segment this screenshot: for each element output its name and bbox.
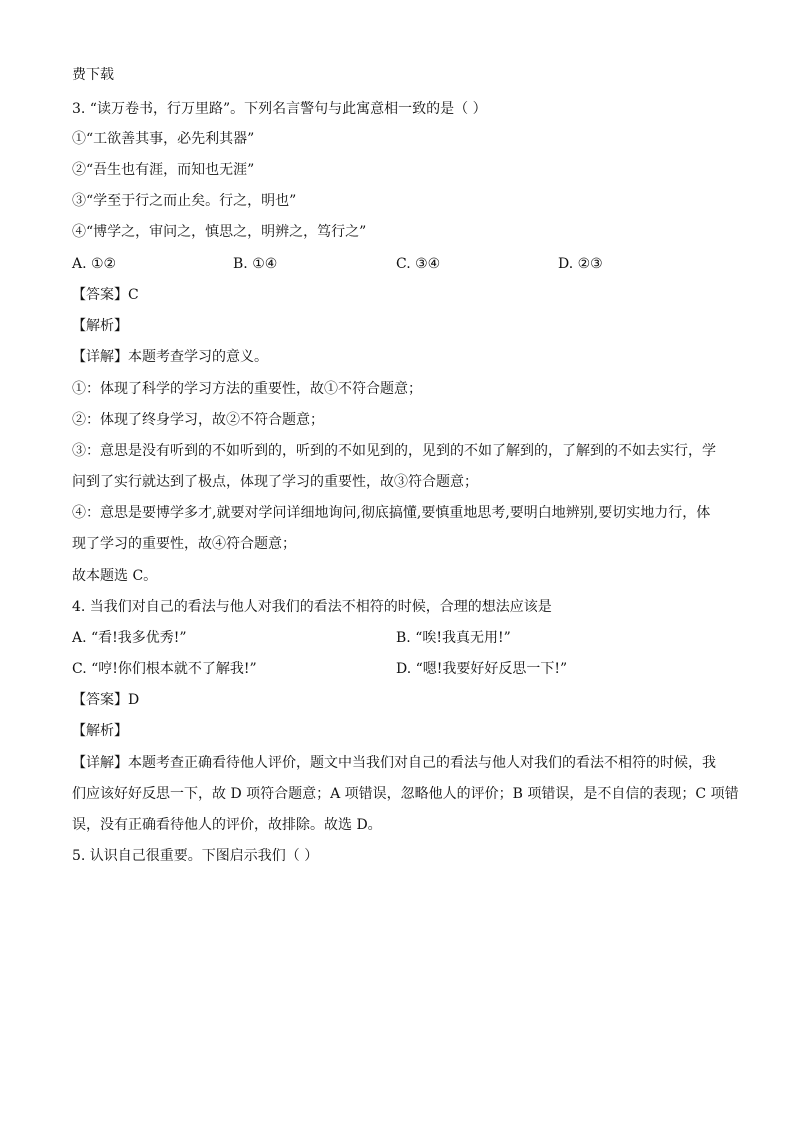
q3-item-2: ②“吾生也有涯，而知也无涯” [72,162,255,178]
q3-option-c: C. ③④ [396,256,441,272]
q4-option-b: B. “唉!我真无用!” [396,630,511,646]
q4-detail-3: 误，没有正确看待他人的评价，故排除。故选 D。 [72,817,382,833]
q3-answer [72,286,732,304]
q3-explanation-5: ④：意思是要博学多才,就要对学问详细地询问,彻底搞懂,要慎重地思考,要明白地辨别,要切实地力行，体 [72,505,711,521]
q3-answer-value: C [128,287,139,303]
q4-detail-2: 们应该好好反思一下，故 D 项符合题意；A 项错误，忽略他人的评价；B 项错误，是不自信的表现；C 项错 [72,786,739,802]
q5-stem: 5. 认识自己很重要。下图启示我们（ ） [72,848,319,864]
q3-option-b: B. ①④ [233,256,278,272]
q3-item-3: ③“学至于行之而止矣。行之，明也” [72,193,297,209]
header-fragment: 费下载 [72,67,114,83]
q4-option-a: A. “看!我多优秀!” [72,630,187,646]
q3-stem: 3. “读万卷书，行万里路”。下列名言警句与此寓意相一致的是（ ） [72,101,487,117]
q4-analysis-label: 【解析】 [72,723,128,739]
q4-answer-label: 【答案】 [72,692,128,708]
q3-item-1: ①“工欲善其事，必先利其器” [72,131,255,147]
q3-option-d: D. ②③ [558,256,603,272]
q3-conclusion: 故本题选 C。 [72,568,158,584]
q3-item-4: ④“博学之，审问之，慎思之，明辨之，笃行之” [72,224,367,240]
q3-explanation-3: ③：意思是没有听到的不如听到的，听到的不如见到的，见到的不如了解到的，了解到的不如去实行，学 [72,443,716,459]
q4-answer-value: D [128,692,140,708]
q4-stem: 4. 当我们对自己的看法与他人对我们的看法不相符的时候，合理的想法应该是 [72,599,552,615]
q3-answer-label: 【答案】 [72,287,128,303]
q4-answer [72,691,732,709]
q4-option-c: C. “哼!你们根本就不了解我!” [72,661,257,677]
q3-option-a: A. ①② [72,256,117,272]
q3-explanation-4: 问到了实行就达到了极点，体现了学习的重要性，故③符合题意； [72,474,478,490]
q3-explanation-6: 现了学习的重要性，故④符合题意； [72,536,296,552]
q3-explanation-2: ②：体现了终身学习，故②不符合题意； [72,412,324,428]
q3-explanation-1: ①：体现了科学的学习方法的重要性，故①不符合题意； [72,381,422,397]
q4-option-d: D. “嗯!我要好好反思一下!” [396,661,568,677]
q3-detail: 【详解】本题考查学习的意义。 [72,349,268,365]
q4-detail-1: 【详解】本题考查正确看待他人评价，题文中当我们对自己的看法与他人对我们的看法不相符的时候，我 [72,755,716,771]
q3-analysis-label: 【解析】 [72,318,128,334]
